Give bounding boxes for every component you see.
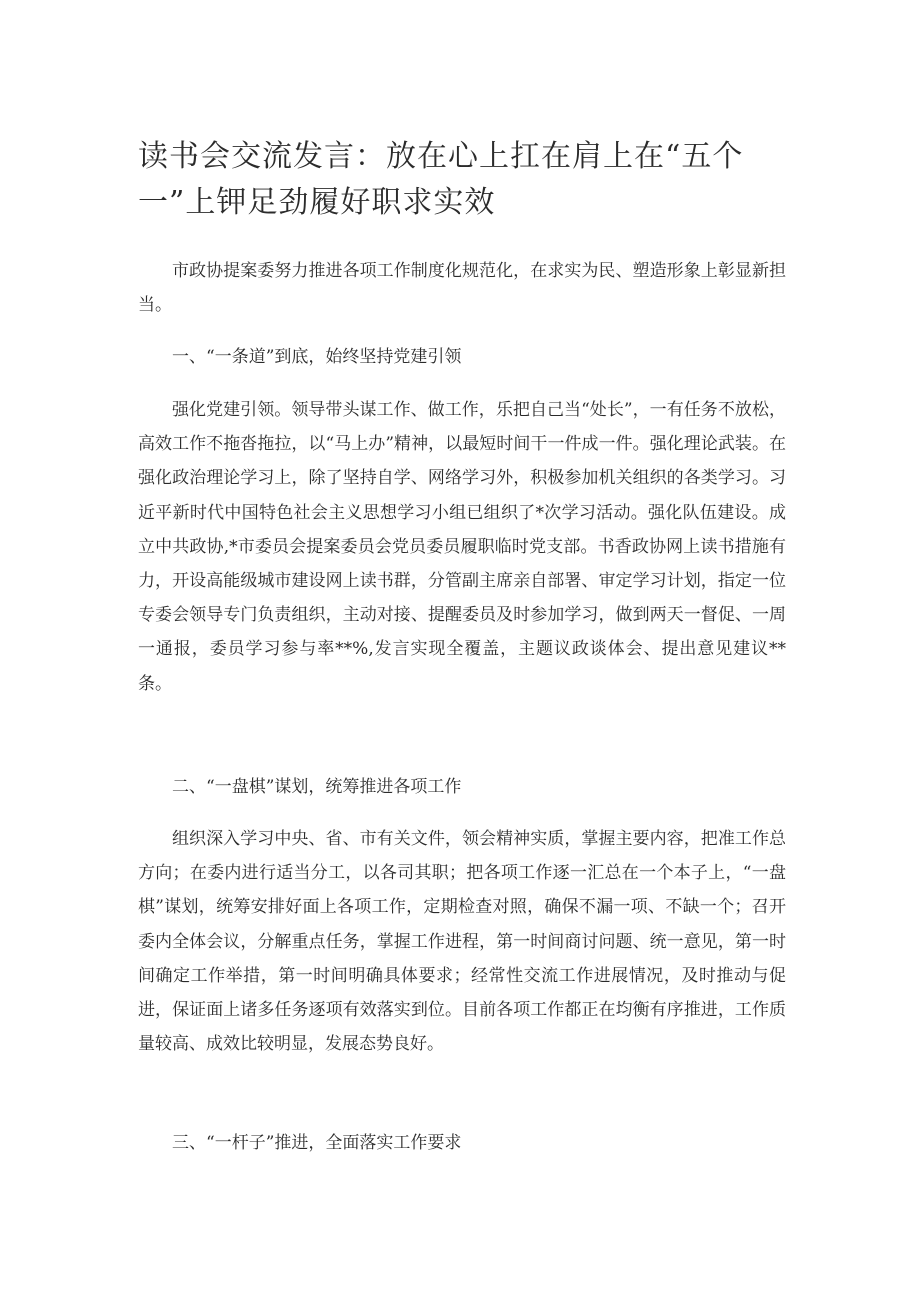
- section-body-1: 强化党建引领。领导带头谋工作、做工作，乐把自己当“处长”，一有任务不放松，高效工作不拖沓拖拉，以“马上办”精神，以最短时间干一件成一件。强化理论武装。在强化政治理论学习上，除了坚持自学、网络学习外，积极参加机关组织的各类学习。习近平新时代中国特色社会主义思想学习小组已组织了*次学习活动。强化队伍建设。成立中共政协,*市委员会提案委员会党员委员履职临时党支部。书香政协网上读书措施有力，开设高能级城市建设网上读书群，分管副主席亲自部署、审定学习计划，指定一位专委会领导专门负责组织，主动对接、提醒委员及时参加学习，做到两天一督促、一周一通报，委员学习参与率**%,发言实现全覆盖，主题议政谈体会、提出意见建议**条。: [138, 400, 786, 694]
- section-heading-1: 一、“一条道”到底，始终坚持党建引领: [172, 347, 462, 367]
- section-body-2: 组织深入学习中央、省、市有关文件，领会精神实质，掌握主要内容，把准工作总方向；在委内进行适当分工，以各司其职；把各项工作逐一汇总在一个本子上，“一盘棋”谋划，统筹安排好面上各项工作，定期检查对照，确保不漏一项、不缺一个；召开委内全体会议，分解重点任务，掌握工作进程，第一时间商讨问题、统一意见，第一时间确定工作举措，第一时间明确具体要求；经常性交流工作进展情况，及时推动与促进，保证面上诸多任务逐项有效落实到位。目前各项工作都正在均衡有序推进，工作质量较高、成效比较明显，发展态势良好。: [138, 829, 786, 1055]
- section-heading-3: 三、“一杆子”推进，全面落实工作要求: [172, 1133, 462, 1153]
- section-heading-2: 二、“一盘棋”谋划，统筹推进各项工作: [172, 777, 462, 797]
- intro-paragraph: 市政协提案委努力推进各项工作制度化规范化，在求实为民、塑造形象上彰显新担当。: [138, 261, 786, 316]
- document-title: 读书会交流发言：放在心上扛在肩上在“五个一”上钾足劲履好职求实效: [138, 139, 744, 220]
